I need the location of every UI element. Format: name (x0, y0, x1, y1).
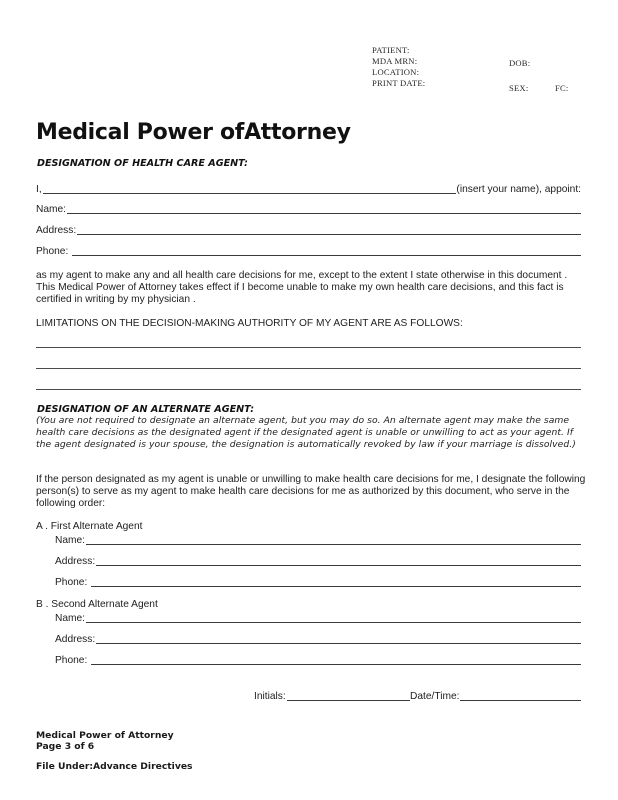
agent-name-field[interactable] (67, 213, 581, 214)
first-alt-phone-field[interactable] (91, 586, 581, 587)
agent-address-label: Address: (36, 225, 77, 236)
second-alt-address-field[interactable] (96, 643, 581, 644)
footer-file-under: File Under:Advance Directives (36, 761, 193, 772)
footer-page-number: Page 3 of 6 (36, 741, 95, 752)
second-alternate-heading: B . Second Alternate Agent (36, 599, 158, 610)
principal-suffix: (insert your name), appoint: (456, 184, 581, 195)
second-alt-name-row (55, 611, 581, 625)
location-label: LOCATION: (372, 67, 420, 77)
agent-name-row (36, 202, 581, 216)
authority-paragraph: as my agent to make any and all health care decisions for me, except to the extent I state otherwise in this document . This Medical Power of Attorney takes effect if I become unable to make my own health care decisions, and this fact is certified in writing by my physician . (36, 270, 568, 306)
patient-label: PATIENT: (372, 45, 410, 55)
agent-phone-field[interactable] (72, 255, 581, 256)
principal-prefix: I, (36, 184, 42, 195)
second-alt-phone-row (55, 653, 581, 667)
datetime-row (410, 689, 581, 703)
second-alt-name-label: Name: (55, 613, 86, 624)
agent-address-field[interactable] (77, 234, 581, 235)
datetime-field[interactable] (460, 700, 581, 701)
agent-name-label: Name: (36, 204, 67, 215)
first-alternate-heading: A . First Alternate Agent (36, 521, 143, 532)
mrn-label: MDA MRN: (372, 56, 418, 66)
alternate-section-heading: DESIGNATION OF AN ALTERNATE AGENT: (37, 404, 255, 415)
alternate-paragraph: If the person designated as my agent is unable or unwilling to make health care decisions for me, I designate the following person(s) to serve as my agent to make health care decisions for me as authorized by this document, who serve in the following order: (36, 474, 586, 510)
second-alt-phone-field[interactable] (91, 664, 581, 665)
agent-address-row (36, 223, 581, 237)
fc-label: FC: (555, 83, 569, 93)
first-alt-phone-label: Phone: (55, 577, 88, 588)
second-alt-name-field[interactable] (86, 622, 581, 623)
first-alt-address-row (55, 554, 581, 568)
initials-field[interactable] (287, 700, 410, 701)
footer-doc-name: Medical Power of Attorney (36, 730, 174, 741)
initials-row (254, 689, 410, 703)
second-alt-phone-label: Phone: (55, 655, 88, 666)
second-alt-address-label: Address: (55, 634, 96, 645)
first-alt-address-label: Address: (55, 556, 96, 567)
first-alt-name-field[interactable] (86, 544, 581, 545)
agent-phone-row (36, 244, 581, 258)
limitations-line-3[interactable] (36, 389, 581, 390)
limitations-line-1[interactable] (36, 347, 581, 348)
print-date-label: PRINT DATE: (372, 78, 426, 88)
first-alt-phone-row (55, 575, 581, 589)
limitations-line-2[interactable] (36, 368, 581, 369)
first-alt-name-row (55, 533, 581, 547)
initials-label: Initials: (254, 691, 286, 702)
sex-label: SEX: (509, 83, 529, 93)
principal-name-field[interactable] (43, 193, 457, 194)
first-alt-address-field[interactable] (96, 565, 581, 566)
second-alt-address-row (55, 632, 581, 646)
first-alt-name-label: Name: (55, 535, 86, 546)
agent-section-heading: DESIGNATION OF HEALTH CARE AGENT: (37, 158, 249, 169)
alternate-note: (You are not required to designate an alternate agent, but you may do so. An alternate agent may make the same health care decisions as the designated agent if the designated agent is unable or unwilling to act as your agent. If the agent designated is your spouse, the designation is automatically revoked by law if your marriage is dissolved.) (36, 415, 576, 450)
dob-label: DOB: (509, 58, 531, 68)
page-title: Medical Power ofAttorney (36, 120, 351, 145)
datetime-label: Date/Time: (410, 691, 460, 702)
principal-name-row (36, 182, 581, 196)
limitations-heading: LIMITATIONS ON THE DECISION-MAKING AUTHORITY OF MY AGENT ARE AS FOLLOWS: (36, 318, 463, 329)
agent-phone-label: Phone: (36, 246, 69, 257)
